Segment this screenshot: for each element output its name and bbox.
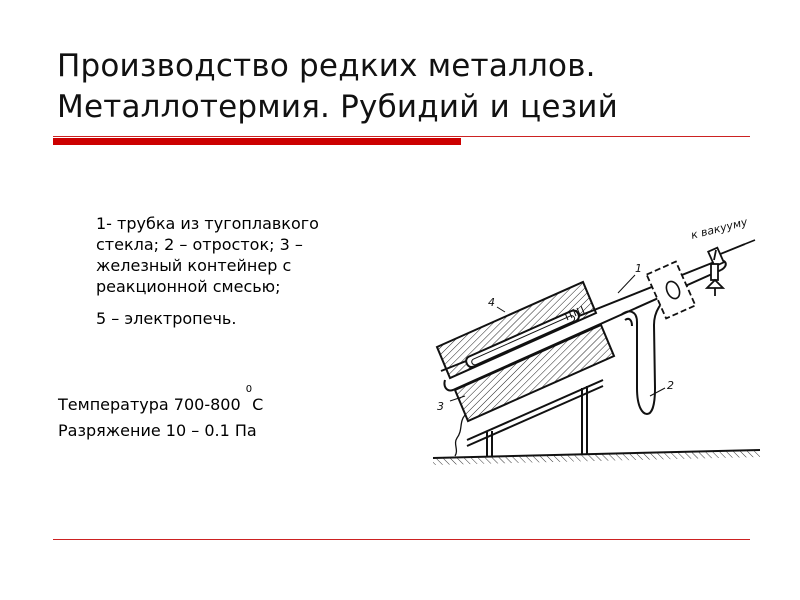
vacuum-label: к вакууму [689,215,749,242]
temperature-unit: С [252,395,264,414]
ground [433,450,760,465]
temperature-prefix: Температура 700-800 [58,395,246,414]
diagram-label-2: 2 [667,379,674,392]
diagram-label-3: 3 [437,400,444,413]
footer-divider [53,539,750,540]
temperature-superscript: 0 [245,384,253,395]
legend-line-3: железный контейнер с [96,256,292,275]
title-divider-accent [53,138,461,145]
diagram-label-4: 4 [488,296,495,309]
process-parameters [58,384,264,444]
container-wire [455,415,465,456]
tube-flange [647,262,696,319]
legend-line-4: реакционной смесью; [96,277,281,296]
pressure-text: Разряжение 10 – 0.1 Па [58,421,257,440]
apparatus-diagram [425,200,770,475]
slide-title-line-1: Производство редких металлов. [57,48,596,84]
slide-title-line-2: Металлотермия. Рубидий и цезий [57,89,619,125]
legend-line-1: 1- трубка из тугоплавкого [96,214,319,233]
legend-items-1-3 [96,213,416,297]
diagram-legend [96,213,416,329]
slide-title [57,46,757,128]
temperature-text [58,384,264,418]
title-divider-thin [53,136,750,137]
legend-line-2: стекла; 2 – отросток; 3 – [96,235,303,254]
legend-line-5: 5 – электропечь. [96,309,237,328]
vacuum-valve [707,240,755,296]
diagram-label-1: 1 [635,262,642,275]
